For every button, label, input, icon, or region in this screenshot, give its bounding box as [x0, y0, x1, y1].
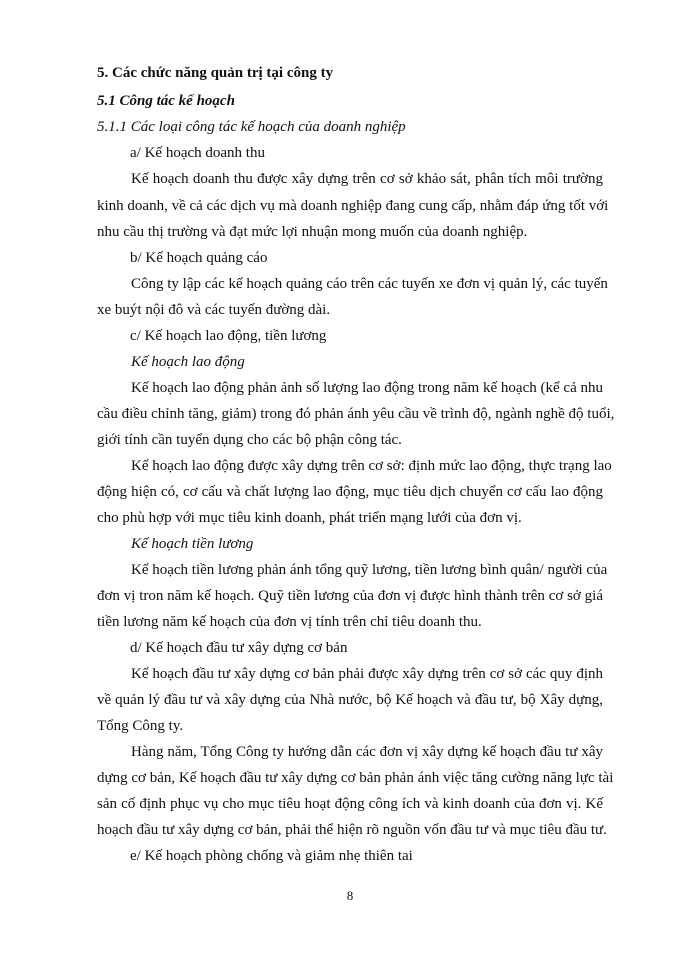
paragraph-line: xe buýt nội đô và các tuyến đường dài.: [97, 302, 331, 318]
paragraph-line: động hiện có, cơ cấu và chất lượng lao động, mục tiêu dịch chuyển cơ cấu lao động: [97, 484, 603, 500]
paragraph-line: đơn vị tron năm kế hoạch. Quỹ tiền lương của đơn vị được hình thành trên cơ sở giá: [97, 588, 603, 604]
paragraph-line: Kế hoạch tiền lương phản ánh tổng quỹ lương, tiền lương bình quân/ người của: [131, 562, 608, 578]
paragraph-line: Kế hoạch lao động được xây dựng trên cơ sở: định mức lao động, thực trạng lao: [131, 458, 612, 474]
paragraph-line: hoạch đầu tư xây dựng cơ bản, phải thể hiện rõ nguồn vốn đầu tư và mục tiêu đầu tư.: [97, 822, 607, 838]
item-heading-b: b/ Kế hoạch quảng cáo: [130, 250, 268, 266]
paragraph-line: Hàng năm, Tổng Công ty hướng dẫn các đơn vị xây dựng kế hoạch đầu tư xây: [131, 744, 603, 760]
italic-subheading: Kế hoạch lao động: [131, 354, 245, 370]
paragraph-line: Kế hoạch lao động phản ảnh số lượng lao động trong năm kế hoạch (kể cả nhu: [131, 380, 603, 396]
italic-subheading: Kế hoạch tiền lương: [131, 536, 254, 552]
page-number: 8: [346, 888, 354, 903]
paragraph-line: tiền lương năm kế hoạch của đơn vị tính trên chỉ tiêu doanh thu.: [97, 614, 482, 630]
paragraph-line: giới tính cần tuyển dụng cho các bộ phận công tác.: [97, 432, 402, 448]
item-heading-d: d/ Kế hoạch đầu tư xây dựng cơ bản: [130, 640, 348, 656]
paragraph-line: về quản lý đầu tư và xây dựng của Nhà nước, bộ Kế hoạch và đầu tư, bộ Xây dựng,: [97, 692, 603, 708]
paragraph-line: Kế hoạch đầu tư xây dựng cơ bản phải được xây dựng trên cơ sở các quy định: [131, 666, 603, 682]
paragraph-line: Tổng Công ty.: [97, 718, 184, 734]
paragraph-line: kinh doanh, về cả các dịch vụ mà doanh nghiệp đang cung cấp, nhằm đáp ứng tốt với: [97, 198, 609, 214]
section-heading: 5. Các chức năng quản trị tại công ty: [97, 65, 334, 81]
paragraph-line: Công ty lập các kế hoạch quảng cáo trên các tuyến xe đơn vị quản lý, các tuyến: [131, 276, 608, 292]
subsection-heading: 5.1 Công tác kế hoạch: [97, 93, 235, 109]
item-heading-e: e/ Kế hoạch phòng chống và giảm nhẹ thiên tai: [130, 848, 413, 864]
paragraph-line: cho phù hợp với mục tiêu kinh doanh, phát triển mạng lưới của đơn vị.: [97, 510, 522, 526]
subsubsection-heading: 5.1.1 Các loại công tác kế hoạch của doanh nghiệp: [97, 119, 406, 135]
paragraph-line: dựng cơ bản, Kế hoạch đầu tư xây dựng cơ bản phản ánh việc tăng cường năng lực tài: [97, 770, 614, 786]
item-heading-a: a/ Kế hoạch doanh thu: [130, 145, 265, 161]
paragraph-line: Kế hoạch doanh thu được xây dựng trên cơ sở khảo sát, phân tích môi trường: [131, 171, 603, 187]
paragraph-line: sản cố định phục vụ cho mục tiêu hoạt động công ích và kinh doanh của đơn vị. Kế: [97, 796, 603, 812]
paragraph-line: cầu điều chỉnh tăng, giảm) trong đó phản ánh yêu cầu về trình độ, ngành nghề độ tuổi,: [97, 406, 615, 422]
item-heading-c: c/ Kế hoạch lao động, tiền lương: [130, 328, 327, 344]
paragraph-line: nhu cầu thị trường và đạt mức lợi nhuận mong muốn của doanh nghiệp.: [97, 224, 528, 240]
